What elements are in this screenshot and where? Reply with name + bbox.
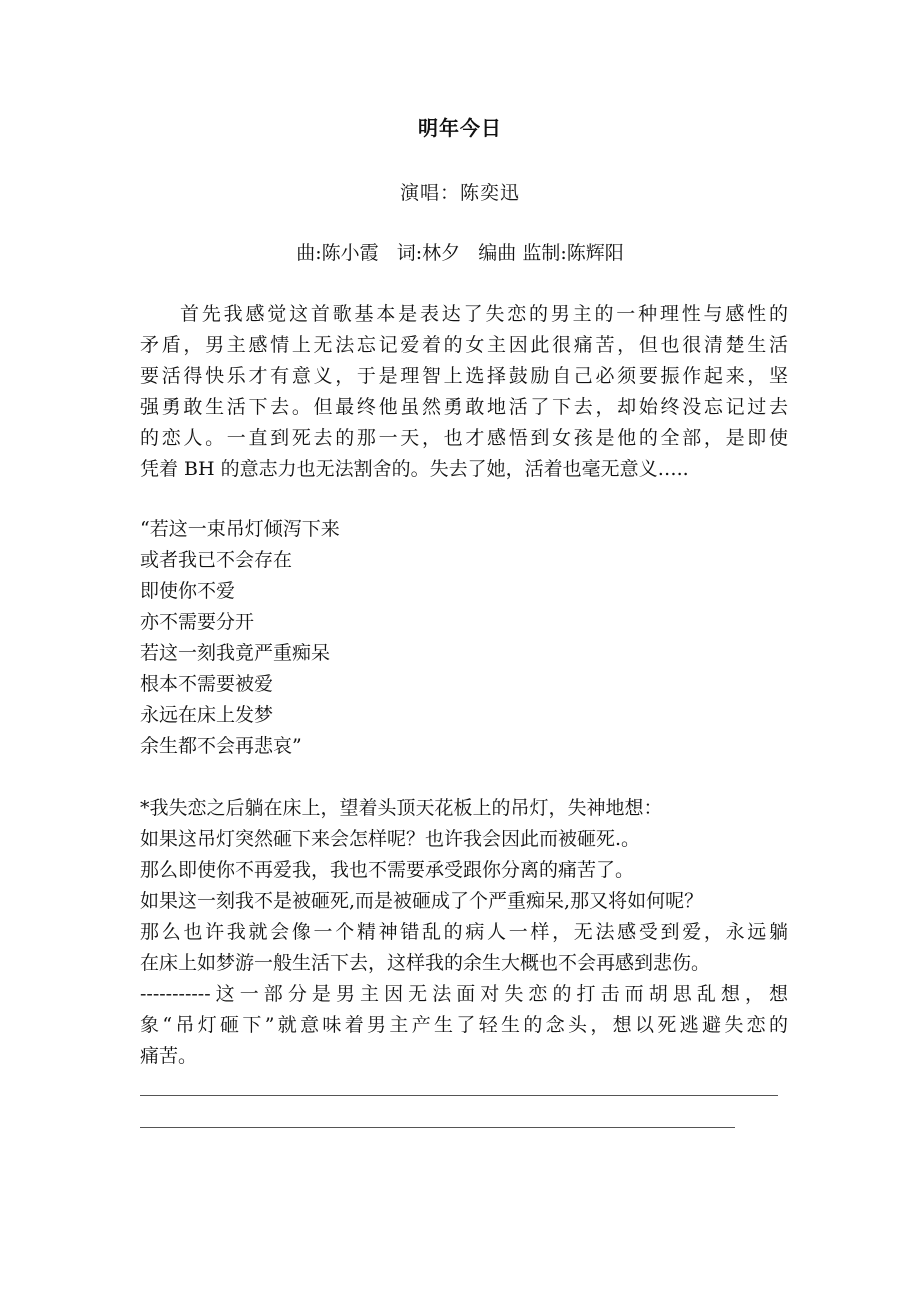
lyric-line: 或者我已不会存在 [140, 549, 293, 571]
lyric-line: 若这一刻我竟严重痴呆 [140, 642, 331, 664]
lyric-line: “若这一束吊灯倾泻下来 [140, 518, 340, 540]
intro-line: 矛盾，男主感情上无法忘记爱着的女主因此很痛苦，但也很清楚生活 [140, 334, 788, 356]
analysis-paragraph [140, 793, 788, 1072]
singer-line: 演唱：陈奕迅 [399, 182, 520, 204]
analysis-line: -----------这一部分是男主因无法面对失恋的打击而胡思乱想，想 [140, 983, 788, 1005]
song-title: 明年今日 [418, 116, 502, 140]
analysis-line: *我失恋之后躺在床上，望着头顶天花板上的吊灯，失神地想： [140, 797, 663, 819]
intro-line: 的恋人。一直到死去的那一天，也才感悟到女孩是他的全部，是即使 [140, 427, 788, 449]
analysis-line: 象“吊灯砸下”就意味着男主产生了轻生的念头，想以死逃避失恋的 [140, 1014, 788, 1036]
intro-line: 要活得快乐才有意义，于是理智上选择鼓励自己必须要振作起来，坚 [140, 365, 788, 387]
analysis-line: 那么也许我就会像一个精神错乱的病人一样，无法感受到爱，永远躺 [140, 921, 788, 943]
intro-line: 首先我感觉这首歌基本是表达了失恋的男主的一种理性与感性的 [180, 303, 788, 325]
lyrics-quote [140, 514, 788, 762]
analysis-line: 如果这一刻我不是被砸死,而是被砸成了个严重痴呆,那又将如何呢？ [140, 890, 704, 912]
intro-paragraph [140, 299, 788, 485]
lyric-line: 根本不需要被爱 [140, 673, 274, 695]
analysis-line: 那么即使你不再爱我，我也不需要承受跟你分离的痛苦了。 [140, 859, 635, 881]
credits-line: 曲:陈小霞 词:林夕 编曲 监制:陈辉阳 [296, 242, 624, 264]
intro-line: 凭着 BH 的意志力也无法割舍的。失去了她，活着也毫无意义….. [140, 458, 689, 480]
lyric-line: 余生都不会再悲哀” [140, 735, 302, 757]
analysis-line: 如果这吊灯突然砸下来会怎样呢？也许我会因此而被砸死.。 [140, 828, 641, 850]
lyric-line: 亦不需要分开 [140, 611, 255, 633]
lyric-line: 即使你不爱 [140, 580, 236, 602]
divider-line [140, 1127, 735, 1128]
analysis-line: 痛苦。 [140, 1045, 198, 1067]
lyric-line: 永远在床上发梦 [140, 704, 274, 726]
divider-line [140, 1095, 778, 1096]
analysis-line: 在床上如梦游一般生活下去，这样我的余生大概也不会再感到悲伤。 [140, 952, 711, 974]
intro-line: 强勇敢生活下去。但最终他虽然勇敢地活了下去，却始终没忘记过去 [140, 396, 788, 418]
